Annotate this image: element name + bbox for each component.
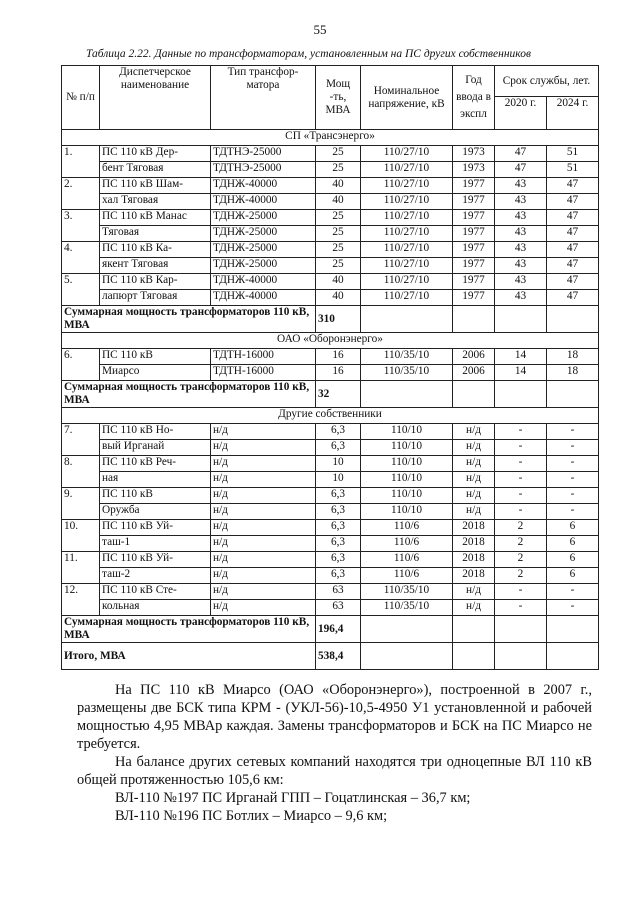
cell-type: н/д [211,456,316,472]
cell-power: 6,3 [316,488,361,504]
cell-life-2024: 6 [547,552,599,568]
cell-life-2020: 14 [495,349,547,365]
cell-life-2024: 47 [547,258,599,274]
substation-name-line-2: Оружба [100,504,211,520]
cell-type: н/д [211,584,316,600]
table-row [62,242,599,258]
cell-voltage: 110/10 [361,504,453,520]
table-row [62,274,599,290]
cell-type: ТДТН-16000 [211,349,316,365]
cell-life-2020: 2 [495,568,547,584]
cell-year: 2018 [453,536,495,552]
cell-year: н/д [453,584,495,600]
cell-type: н/д [211,568,316,584]
cell-year: 1977 [453,274,495,290]
cell-year: 1977 [453,178,495,194]
cell-life-2024: 51 [547,146,599,162]
table-row [62,349,599,365]
cell-voltage: 110/10 [361,472,453,488]
total-label: Итого, МВА [62,643,316,670]
table-row [62,226,599,242]
cell-power: 6,3 [316,568,361,584]
cell-type: ТДНЖ-40000 [211,178,316,194]
substation-name-line-2: вый Ирганай [100,440,211,456]
cell-power: 40 [316,194,361,210]
table-row [62,440,599,456]
cell-year: 1973 [453,146,495,162]
header-power: Мощ -ть, МВА [316,66,361,130]
cell-type: ТДНЖ-25000 [211,258,316,274]
page-number: 55 [313,22,327,37]
cell-life-2024: 18 [547,349,599,365]
substation-name-line-2: хал Тяговая [100,194,211,210]
cell-voltage: 110/27/10 [361,290,453,306]
cell-voltage: 110/6 [361,520,453,536]
cell-type: ТДНЖ-40000 [211,290,316,306]
cell-life-2020: 2 [495,536,547,552]
summary-value: 32 [316,381,361,408]
cell-life-2020: - [495,584,547,600]
cell-life-2020: - [495,488,547,504]
cell-power: 6,3 [316,440,361,456]
cell-voltage: 110/27/10 [361,162,453,178]
substation-name-line-2: ная [100,472,211,488]
table-row [62,365,599,381]
row-number: 4. [62,242,100,274]
table-row [62,424,599,440]
cell-power: 25 [316,242,361,258]
empty-cell [495,381,547,408]
cell-voltage: 110/27/10 [361,274,453,290]
cell-type: ТДНЖ-25000 [211,210,316,226]
table-caption: Таблица 2.22. Данные по трансформаторам, установленным на ПС других собственников [86,48,531,60]
cell-life-2024: 47 [547,274,599,290]
total-row [62,643,599,670]
table-row [62,504,599,520]
cell-type: ТДНЖ-25000 [211,226,316,242]
cell-year: 2018 [453,520,495,536]
cell-voltage: 110/35/10 [361,584,453,600]
summary-label: Суммарная мощность трансформаторов 110 кВ, МВА [62,306,316,333]
cell-power: 16 [316,349,361,365]
header-2020: 2020 г. [495,97,547,130]
cell-year: 1977 [453,194,495,210]
table-row [62,456,599,472]
table-row [62,210,599,226]
section-title: Другие собственники [62,408,599,424]
header-service: Срок службы, лет. [495,66,599,97]
empty-cell [361,381,453,408]
cell-year: н/д [453,600,495,616]
table-row [62,194,599,210]
cell-type: н/д [211,552,316,568]
cell-life-2020: - [495,424,547,440]
empty-cell [495,306,547,333]
row-number: 12. [62,584,100,616]
row-number: 8. [62,456,100,488]
table-body [62,130,599,670]
cell-power: 63 [316,600,361,616]
cell-life-2020: - [495,504,547,520]
empty-cell [453,306,495,333]
cell-year: 2018 [453,552,495,568]
cell-voltage: 110/6 [361,568,453,584]
cell-voltage: 110/27/10 [361,258,453,274]
cell-year: н/д [453,440,495,456]
cell-voltage: 110/27/10 [361,210,453,226]
cell-life-2024: - [547,504,599,520]
cell-type: ТДТНЭ-25000 [211,162,316,178]
total-value: 538,4 [316,643,361,670]
table-row [62,552,599,568]
cell-type: н/д [211,536,316,552]
cell-life-2020: 43 [495,274,547,290]
row-number: 7. [62,424,100,456]
empty-cell [547,381,599,408]
transformers-table [61,65,599,670]
substation-name-line-2: Тяговая [100,226,211,242]
substation-name-line-1: ПС 110 кВ Манас [100,210,211,226]
section-title: ОАО «Оборонэнерго» [62,333,599,349]
row-number: 2. [62,178,100,210]
section-row [62,333,599,349]
cell-voltage: 110/35/10 [361,600,453,616]
header-year: Год ввода в экспл [453,66,495,130]
substation-name-line-1: ПС 110 кВ [100,349,211,365]
table-row [62,600,599,616]
cell-year: 2018 [453,568,495,584]
cell-power: 25 [316,146,361,162]
cell-voltage: 110/27/10 [361,194,453,210]
cell-life-2020: 43 [495,178,547,194]
empty-cell [547,643,599,670]
cell-voltage: 110/10 [361,440,453,456]
table-row [62,258,599,274]
substation-name-line-1: ПС 110 кВ Шам- [100,178,211,194]
cell-type: н/д [211,600,316,616]
cell-type: ТДНЖ-40000 [211,274,316,290]
cell-power: 40 [316,274,361,290]
cell-voltage: 110/35/10 [361,365,453,381]
cell-type: н/д [211,472,316,488]
cell-life-2020: 43 [495,226,547,242]
cell-life-2024: 18 [547,365,599,381]
empty-cell [453,381,495,408]
cell-voltage: 110/27/10 [361,178,453,194]
cell-year: 1973 [453,162,495,178]
cell-voltage: 110/10 [361,488,453,504]
cell-life-2024: 47 [547,242,599,258]
row-number: 10. [62,520,100,552]
substation-name-line-1: ПС 110 кВ Уй- [100,520,211,536]
cell-life-2024: 6 [547,536,599,552]
cell-life-2024: - [547,488,599,504]
cell-type: н/д [211,424,316,440]
cell-life-2020: 43 [495,210,547,226]
table-row [62,162,599,178]
cell-power: 25 [316,210,361,226]
cell-life-2020: 43 [495,242,547,258]
cell-life-2020: - [495,600,547,616]
header-num: № п/п [62,66,100,130]
body-text [77,681,592,825]
cell-voltage: 110/6 [361,552,453,568]
row-number: 3. [62,210,100,242]
cell-power: 6,3 [316,504,361,520]
cell-life-2020: 2 [495,520,547,536]
header-2024: 2024 г. [547,97,599,130]
row-number: 9. [62,488,100,520]
cell-power: 6,3 [316,520,361,536]
paragraph-2: На балансе других сетевых компаний находятся три одноцепные ВЛ 110 кВ общей протяженностью 105,6 км: [77,754,592,788]
substation-name-line-2: бент Тяговая [100,162,211,178]
cell-life-2020: 14 [495,365,547,381]
cell-life-2020: 47 [495,162,547,178]
cell-year: н/д [453,488,495,504]
summary-row [62,381,599,408]
empty-cell [495,616,547,643]
table-row [62,178,599,194]
cell-life-2024: 47 [547,194,599,210]
cell-type: н/д [211,440,316,456]
paragraph-3: ВЛ-110 №197 ПС Ирганай ГПП – Гоцатлинская – 36,7 км; [115,790,471,806]
cell-type: ТДНЖ-25000 [211,242,316,258]
empty-cell [453,643,495,670]
row-number: 11. [62,552,100,584]
cell-voltage: 110/27/10 [361,242,453,258]
cell-year: 1977 [453,242,495,258]
empty-cell [361,643,453,670]
cell-year: 2006 [453,365,495,381]
cell-power: 25 [316,162,361,178]
summary-row [62,306,599,333]
section-row [62,130,599,146]
cell-power: 63 [316,584,361,600]
cell-type: н/д [211,504,316,520]
cell-year: н/д [453,472,495,488]
cell-power: 6,3 [316,536,361,552]
substation-name-line-1: ПС 110 кВ Ка- [100,242,211,258]
substation-name-line-1: ПС 110 кВ Но- [100,424,211,440]
cell-power: 6,3 [316,552,361,568]
cell-type: ТДТНЭ-25000 [211,146,316,162]
cell-life-2020: 43 [495,258,547,274]
cell-life-2020: - [495,456,547,472]
row-number: 6. [62,349,100,381]
header-voltage: Номинальное напряжение, кВ [361,66,453,130]
row-number: 1. [62,146,100,178]
substation-name-line-2: таш-2 [100,568,211,584]
paragraph-4: ВЛ-110 №196 ПС Ботлих – Миарсо – 9,6 км; [115,808,388,824]
summary-label: Суммарная мощность трансформаторов 110 кВ, МВА [62,616,316,643]
table-row [62,568,599,584]
table-row [62,488,599,504]
cell-voltage: 110/35/10 [361,349,453,365]
cell-life-2024: 51 [547,162,599,178]
cell-power: 10 [316,472,361,488]
substation-name-line-2: кольная [100,600,211,616]
cell-type: ТДТН-16000 [211,365,316,381]
empty-cell [453,616,495,643]
table-row [62,290,599,306]
cell-power: 10 [316,456,361,472]
substation-name-line-2: лапюрт Тяговая [100,290,211,306]
cell-year: 1977 [453,210,495,226]
empty-cell [495,643,547,670]
table-row [62,584,599,600]
empty-cell [547,616,599,643]
cell-life-2024: - [547,440,599,456]
header-name: Диспетчерское наименование [100,66,211,130]
cell-power: 40 [316,290,361,306]
cell-life-2024: - [547,600,599,616]
empty-cell [361,616,453,643]
cell-year: н/д [453,456,495,472]
empty-cell [361,306,453,333]
cell-voltage: 110/6 [361,536,453,552]
row-number: 5. [62,274,100,306]
table-row [62,146,599,162]
cell-life-2024: 47 [547,178,599,194]
header-type: Тип трансфор- матора [211,66,316,130]
cell-year: 2006 [453,349,495,365]
substation-name-line-2: якент Тяговая [100,258,211,274]
cell-voltage: 110/10 [361,456,453,472]
cell-life-2024: - [547,584,599,600]
substation-name-line-2: Миарсо [100,365,211,381]
cell-power: 6,3 [316,424,361,440]
cell-life-2024: 47 [547,210,599,226]
cell-life-2020: 47 [495,146,547,162]
cell-life-2024: 6 [547,520,599,536]
cell-type: н/д [211,520,316,536]
cell-life-2020: 43 [495,290,547,306]
summary-value: 310 [316,306,361,333]
substation-name-line-1: ПС 110 кВ Кар- [100,274,211,290]
cell-year: 1977 [453,258,495,274]
substation-name-line-1: ПС 110 кВ Уй- [100,552,211,568]
paragraph-1: На ПС 110 кВ Миарсо (ОАО «Оборонэнерго»), построенной в 2007 г., размещены две БСК типа КРМ - (УКЛ-56)-10,5-4950 У1 установленной и рабочей мощностью 4,95 МВАр каждая. Замены трансформаторов и БСК на ПС Миарсо не требуется. [77,682,592,752]
substation-name-line-1: ПС 110 кВ Дер- [100,146,211,162]
substation-name-line-1: ПС 110 кВ Сте- [100,584,211,600]
cell-year: н/д [453,424,495,440]
cell-power: 25 [316,226,361,242]
cell-power: 25 [316,258,361,274]
cell-year: 1977 [453,290,495,306]
substation-name-line-1: ПС 110 кВ [100,488,211,504]
cell-voltage: 110/10 [361,424,453,440]
cell-life-2024: - [547,424,599,440]
summary-value: 196,4 [316,616,361,643]
table-row [62,472,599,488]
summary-row [62,616,599,643]
cell-voltage: 110/27/10 [361,146,453,162]
cell-life-2024: - [547,456,599,472]
cell-year: 1977 [453,226,495,242]
summary-label: Суммарная мощность трансформаторов 110 кВ, МВА [62,381,316,408]
cell-power: 40 [316,178,361,194]
cell-life-2024: - [547,472,599,488]
substation-name-line-2: таш-1 [100,536,211,552]
cell-type: ТДНЖ-40000 [211,194,316,210]
cell-life-2020: - [495,472,547,488]
cell-life-2024: 47 [547,290,599,306]
cell-voltage: 110/27/10 [361,226,453,242]
cell-type: н/д [211,488,316,504]
cell-power: 16 [316,365,361,381]
cell-life-2024: 47 [547,226,599,242]
cell-life-2024: 6 [547,568,599,584]
table-row [62,520,599,536]
substation-name-line-1: ПС 110 кВ Реч- [100,456,211,472]
empty-cell [547,306,599,333]
cell-year: н/д [453,504,495,520]
cell-life-2020: 43 [495,194,547,210]
cell-life-2020: - [495,440,547,456]
section-title: СП «Трансэнерго» [62,130,599,146]
table-row [62,536,599,552]
cell-life-2020: 2 [495,552,547,568]
section-row [62,408,599,424]
